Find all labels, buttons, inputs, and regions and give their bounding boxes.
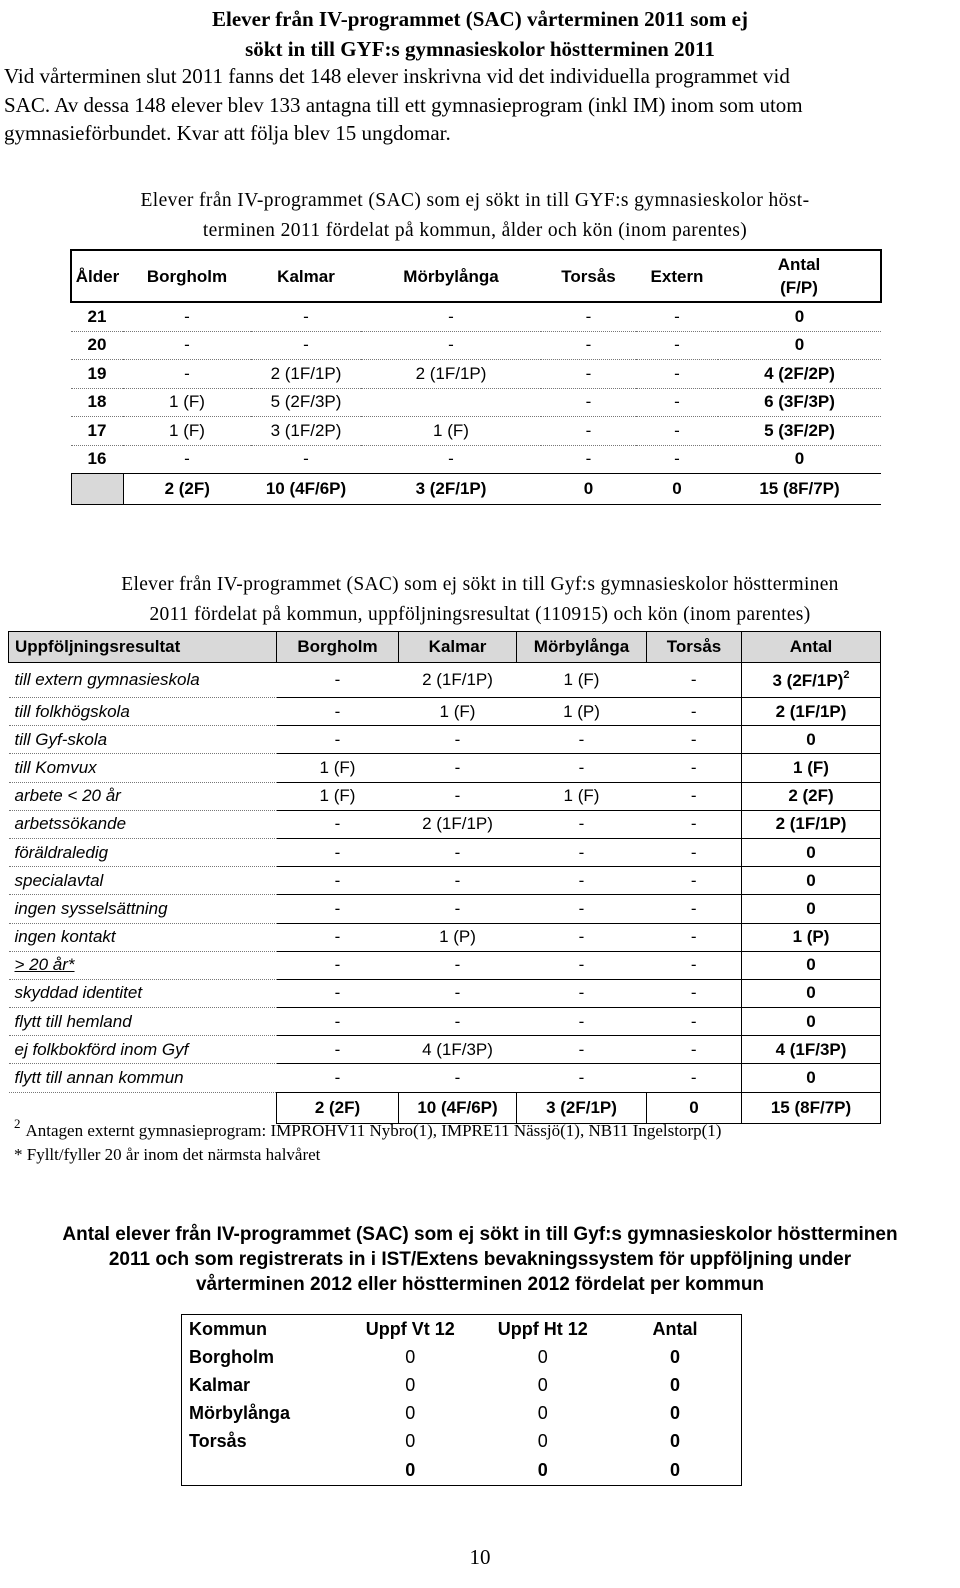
table-cell: - [647,838,742,866]
table-row [9,951,881,979]
table-cell: 0 [669,1430,680,1451]
cell-value: 3 (2F/1P) [772,671,844,690]
page-number: 10 [469,1545,491,1569]
table3-caption [0,1222,960,1297]
table-cell: - [541,331,636,360]
table-cell: - [123,445,251,474]
table-cell: 2 (1F/1P) [361,360,541,389]
table-cell: - [277,1008,399,1036]
heading-line-2: sökt in till GYF:s gymnasieskolor höstterminen 2011 [245,37,715,61]
table-cell: 1 (F) [361,417,541,446]
table-cell: - [647,923,742,951]
table-cell: till folkhögskola [9,698,277,726]
table-cell: till Gyf-skola [9,726,277,754]
table-cell: - [399,1064,517,1092]
table-cell: - [647,1036,742,1064]
table-cell: 0 [669,1374,680,1395]
table-cell: 6 (3F/3P) [718,388,881,417]
column-header: Antal [652,1318,698,1339]
table-cell: - [647,1064,742,1092]
footnote-mark: 2 [14,1116,21,1131]
table-row [9,1064,881,1092]
table-cell: - [277,951,399,979]
column-header: Mörbylånga [517,632,647,663]
table-cell: 1 (F) [277,754,399,782]
table-cell: - [399,1008,517,1036]
table-cell: - [517,810,647,838]
table-cell: - [123,331,251,360]
table-cell: - [399,867,517,895]
table-cell: - [636,360,718,389]
table-cell: 0 [742,1008,881,1036]
table-cell: - [399,979,517,1007]
table-cell: ingen kontakt [9,923,277,951]
table-cell: 15 (8F/7P) [718,474,881,505]
table-cell: 21 [71,302,123,331]
table-cell: 10 (4F/6P) [399,1092,517,1123]
table1-caption [40,186,910,246]
table-cell: - [636,331,718,360]
footnote-1-text: Antagen externt gymnasieprogram: IMPROHV11 Nybro(1), IMPRE11 Nässjö(1), NB11 Ingelstorp(1) [25,1121,722,1140]
table-row [182,1343,742,1371]
table-cell: 0 [718,302,881,331]
table-header-row [9,632,881,663]
table-cell: - [277,979,399,1007]
table-cell: specialavtal [9,867,277,895]
table-cell: 0 [647,1092,742,1123]
table-cell: - [517,754,647,782]
table-cell: 3 (2F/1P) [361,474,541,505]
column-header: Kalmar [251,250,361,302]
column-header: Uppf Vt 12 [365,1318,455,1339]
table2-caption-line-2: 2011 fördelat på kommun, uppföljningsresultat (110915) och kön (inom parentes) [149,604,811,625]
table-row [9,867,881,895]
column-header: Kalmar [399,632,517,663]
table-cell: - [399,726,517,754]
table-cell: - [647,810,742,838]
table-cell: 0 [742,726,881,754]
table1-caption-line-2: terminen 2011 fördelat på kommun, ålder och kön (inom parentes) [202,220,748,241]
table-cell: - [517,895,647,923]
table-row [71,360,881,389]
table-cell: - [636,388,718,417]
table-cell: 0 [636,474,718,505]
table-row [182,1399,742,1427]
table-cell: - [647,698,742,726]
table-cell: - [361,302,541,331]
table-row [182,1427,742,1455]
table-row [9,1036,881,1064]
intro-line-1: Vid vårterminen slut 2011 fanns det 148 elever inskrivna vid det individuella programmet vid [4,64,790,88]
table-cell: - [517,951,647,979]
column-header: Torsås [647,632,742,663]
table-cell: 4 (1F/3P) [399,1036,517,1064]
table-cell: - [636,302,718,331]
column-header: Antal [742,632,881,663]
footnotes [14,1112,954,1167]
table-row [71,302,881,331]
totals-row [182,1455,742,1486]
table-cell: - [541,360,636,389]
column-header: Kommun [189,1318,267,1339]
table-cell: Mörbylånga [189,1402,291,1423]
follow-up-result-table [8,631,881,1124]
table-cell: - [541,445,636,474]
table-cell: - [647,951,742,979]
column-header: Borgholm [123,250,251,302]
table1-caption-line-1: Elever från IV-programmet (SAC) som ej sökt in till GYF:s gymnasieskolor höst- [140,190,810,211]
table-cell: 0 [537,1402,548,1423]
table-row [9,782,881,810]
table-cell: 2 (2F) [277,1092,399,1123]
table-cell: 1 (F) [742,754,881,782]
table-cell: 3 (2F/1P) [517,1092,647,1123]
table-row [9,726,881,754]
table-cell: - [251,302,361,331]
table-cell: - [277,923,399,951]
footnote-1 [14,1112,954,1143]
table-cell: 5 (3F/2P) [718,417,881,446]
table-cell: 2 (1F/1P) [399,663,517,698]
table-cell: - [647,979,742,1007]
table-cell: 1 (P) [399,923,517,951]
table-cell: 0 [669,1459,680,1480]
table-row [9,895,881,923]
table-cell: 16 [71,445,123,474]
table-cell: 17 [71,417,123,446]
table-cell: - [647,782,742,810]
table-cell: 2 (1F/1P) [742,810,881,838]
column-header: Torsås [541,250,636,302]
table-cell: 0 [742,951,881,979]
table-cell: - [123,302,251,331]
table-row [9,979,881,1007]
table-cell: 0 [405,1430,416,1451]
footnote-ref: 2 [843,669,850,681]
page-heading [0,4,960,64]
table-cell: 3 (1F/2P) [251,417,361,446]
table-row [182,1371,742,1399]
table-cell: skyddad identitet [9,979,277,1007]
column-header [718,250,881,302]
table-cell: 1 (P) [517,698,647,726]
table-cell: arbetssökande [9,810,277,838]
table-cell: föräldraledig [9,838,277,866]
table-cell: - [361,445,541,474]
table-row [9,754,881,782]
table-cell: - [517,867,647,895]
table-cell: - [277,698,399,726]
table-row [9,1008,881,1036]
table-cell: 2 (2F) [123,474,251,505]
table-row [9,663,881,698]
table-row [71,388,881,417]
table-cell: > 20 år* [9,951,277,979]
table-cell: 0 [718,331,881,360]
table-cell: - [636,445,718,474]
table-cell: 4 (2F/2P) [718,360,881,389]
intro-line-2: SAC. Av dessa 148 elever blev 133 antagna till ett gymnasieprogram (inkl IM) inom som utom [4,92,803,117]
table-cell: Torsås [189,1430,247,1451]
table-cell: - [517,1064,647,1092]
column-header: Ålder [71,250,123,302]
table-cell: 2 (2F) [742,782,881,810]
table-header-row [182,1315,742,1344]
table-cell: - [277,867,399,895]
table-cell: till Komvux [9,754,277,782]
table-cell: 1 (F) [123,388,251,417]
table-cell: - [541,417,636,446]
table-cell [182,1455,345,1486]
table-cell: - [517,979,647,1007]
table-cell: - [277,895,399,923]
table-cell: - [399,782,517,810]
table-cell: - [277,810,399,838]
table-cell: - [541,388,636,417]
table-cell: 0 [669,1402,680,1423]
table-cell: - [517,838,647,866]
table-cell: - [647,867,742,895]
table3-caption-line-3: vårterminen 2012 eller höstterminen 2012 fördelat per kommun [195,1274,765,1295]
table-cell: 20 [71,331,123,360]
intro-line-3: gymnasieförbundet. Kvar att följa blev 15 ungdomar. [4,121,451,145]
table-row [9,838,881,866]
table2-caption [0,570,960,630]
table-cell: 0 [405,1459,416,1480]
table-cell [71,474,123,505]
table-cell [742,663,881,698]
table-cell: - [647,1008,742,1036]
table-cell: - [517,923,647,951]
table-cell: Borgholm [189,1346,274,1367]
column-header: Uppföljningsresultat [9,632,277,663]
table-cell: 0 [537,1459,548,1480]
table-row [71,445,881,474]
table-cell [361,388,541,417]
table-cell: 1 (F) [399,698,517,726]
column-header: Mörbylånga [361,250,541,302]
table-cell: 0 [742,1064,881,1092]
column-header: Borgholm [277,632,399,663]
table-cell: 0 [541,474,636,505]
table-cell: 1 (F) [123,417,251,446]
table-cell: 2 (1F/1P) [742,698,881,726]
table-cell: 1 (F) [277,782,399,810]
heading-line-1: Elever från IV-programmet (SAC) vårterminen 2011 som ej [212,7,748,31]
table-cell: ingen sysselsättning [9,895,277,923]
totals-row [71,474,881,505]
antal-header-line-1: Antal [777,255,821,274]
table2-caption-line-1: Elever från IV-programmet (SAC) som ej sökt in till Gyf:s gymnasieskolor höstterminen [121,574,839,595]
table-cell: 0 [742,838,881,866]
table-cell: Kalmar [189,1374,251,1395]
table-cell: 0 [405,1374,416,1395]
table-cell: 0 [405,1346,416,1367]
table-cell: 1 (F) [517,782,647,810]
table-cell: 2 (1F/1P) [399,810,517,838]
table-row [71,417,881,446]
table-cell: - [123,360,251,389]
column-header: Uppf Ht 12 [497,1318,588,1339]
table-cell: - [277,838,399,866]
table-cell: 0 [405,1402,416,1423]
table-cell: flytt till annan kommun [9,1064,277,1092]
table-cell: - [541,302,636,331]
table-row [71,331,881,360]
table-cell: 0 [742,867,881,895]
table-cell: - [399,951,517,979]
table-cell: - [399,895,517,923]
monitoring-table [181,1314,742,1486]
table-cell: 19 [71,360,123,389]
table-cell: 5 (2F/3P) [251,388,361,417]
table-cell: 0 [537,1374,548,1395]
table-cell: 0 [742,895,881,923]
table-cell: - [277,663,399,698]
table-cell: - [251,331,361,360]
table-cell: 15 (8F/7P) [742,1092,881,1123]
table3-caption-line-1: Antal elever från IV-programmet (SAC) som ej sökt in till Gyf:s gymnasieskolor höstterminen [62,1224,898,1245]
table-cell: 1 (P) [742,923,881,951]
table-cell: - [647,754,742,782]
table-cell: 0 [537,1430,548,1451]
table-cell: 10 (4F/6P) [251,474,361,505]
table-cell: - [647,663,742,698]
table-cell: 0 [669,1346,680,1367]
age-municipality-table [70,249,882,505]
table-cell: - [277,1064,399,1092]
table-cell: arbete < 20 år [9,782,277,810]
table3-caption-line-2: 2011 och som registrerats in i IST/Extens bevakningssystem för uppföljning under [108,1249,852,1270]
table-row [9,810,881,838]
table-cell: - [636,417,718,446]
table-cell: - [277,1036,399,1064]
table-cell: 2 (1F/1P) [251,360,361,389]
table-cell: 18 [71,388,123,417]
table-row [9,923,881,951]
table-cell: - [647,726,742,754]
table-cell: - [277,726,399,754]
table-cell: - [517,1036,647,1064]
table-cell: - [399,838,517,866]
table-cell: till extern gymnasieskola [9,663,277,698]
table-cell: 4 (1F/3P) [742,1036,881,1064]
column-header: Extern [636,250,718,302]
table-cell: 0 [742,979,881,1007]
table-cell: 0 [718,445,881,474]
table-cell: - [517,726,647,754]
table-cell: - [517,1008,647,1036]
table-cell: 0 [537,1346,548,1367]
table-cell: flytt till hemland [9,1008,277,1036]
antal-header-line-2: (F/P) [780,278,818,297]
table-header-row [71,250,881,302]
footnote-2: * Fyllt/fyller 20 år inom det närmsta halvåret [14,1145,321,1164]
table-row [9,698,881,726]
intro-paragraph [4,62,956,148]
table-cell: - [647,895,742,923]
table-cell: - [251,445,361,474]
table-cell: 1 (F) [517,663,647,698]
table-cell: ej folkbokförd inom Gyf [9,1036,277,1064]
table-cell: - [399,754,517,782]
table-cell: - [361,331,541,360]
